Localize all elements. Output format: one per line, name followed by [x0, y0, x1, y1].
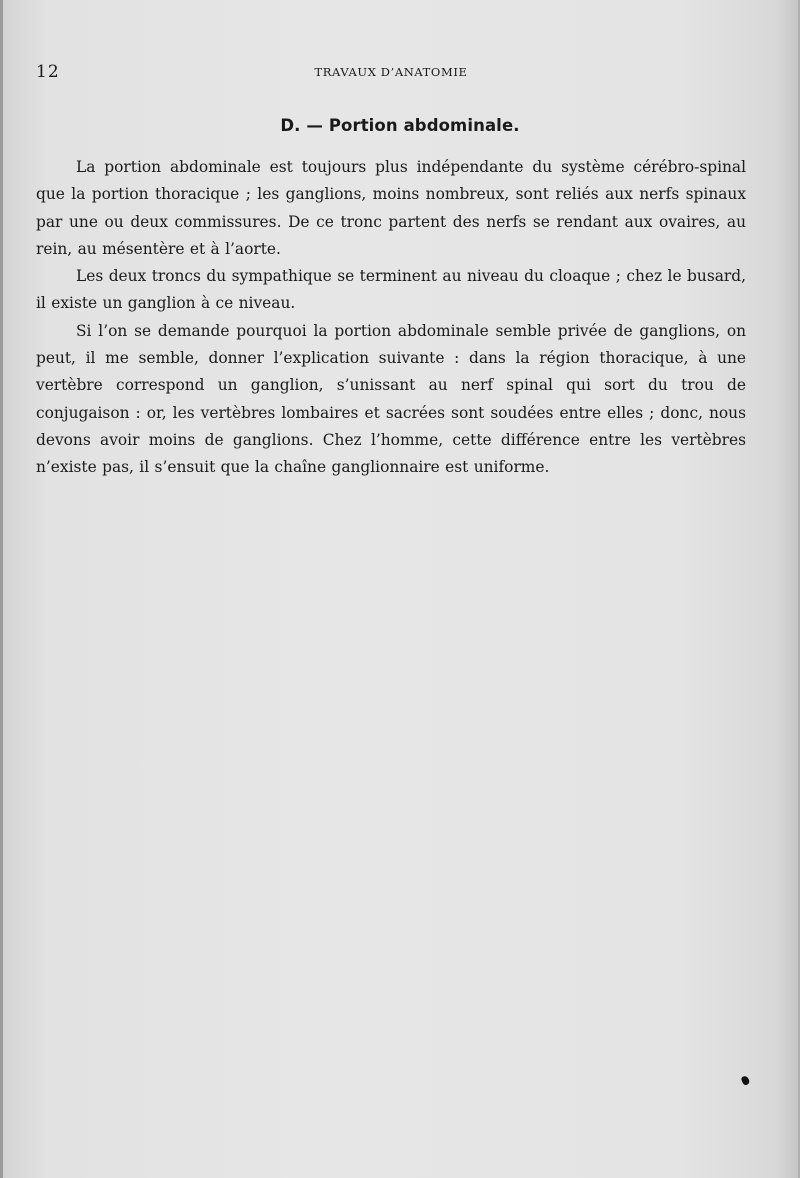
running-head — [36, 62, 746, 82]
paragraph: Les deux troncs du sympathique se terminent au niveau du cloaque ; chez le busard, il existe un ganglion à ce niveau. — [36, 267, 746, 313]
page-edge-left — [0, 0, 3, 1178]
section-heading: D. — Portion abdominale. — [280, 116, 520, 135]
running-title: TRAVAUX D’ANATOMIE — [314, 65, 468, 79]
ink-blot-mark — [740, 1075, 750, 1086]
paragraph: La portion abdominale est toujours plus indépendante du système cérébro-spinal que la portion thoracique ; les ganglions, moins nombreux, sont reliés aux nerfs spinaux par une ou deux commissures. De ce tronc partent des nerfs se rendant aux ovaires, au rein, au mésentère et à l’aorte. — [36, 158, 746, 258]
body-text — [36, 154, 746, 482]
page-number: 12 — [36, 62, 60, 82]
paragraph: Si l’on se demande pourquoi la portion abdominale semble privée de ganglions, on peut, il me semble, donner l’explication suivante : dans la région thoracique, à une vertèbre correspond un ganglion, s’unissant au nerf spinal qui sort du trou de conjugaison : or, les vertèbres lombaires et sacrées sont soudées entre elles ; donc, nous devons avoir moins de ganglions. Chez l’homme, cette différence entre les vertèbres n’existe pas, il s’ensuit que la chaîne ganglionnaire est uniforme. — [36, 321, 746, 477]
